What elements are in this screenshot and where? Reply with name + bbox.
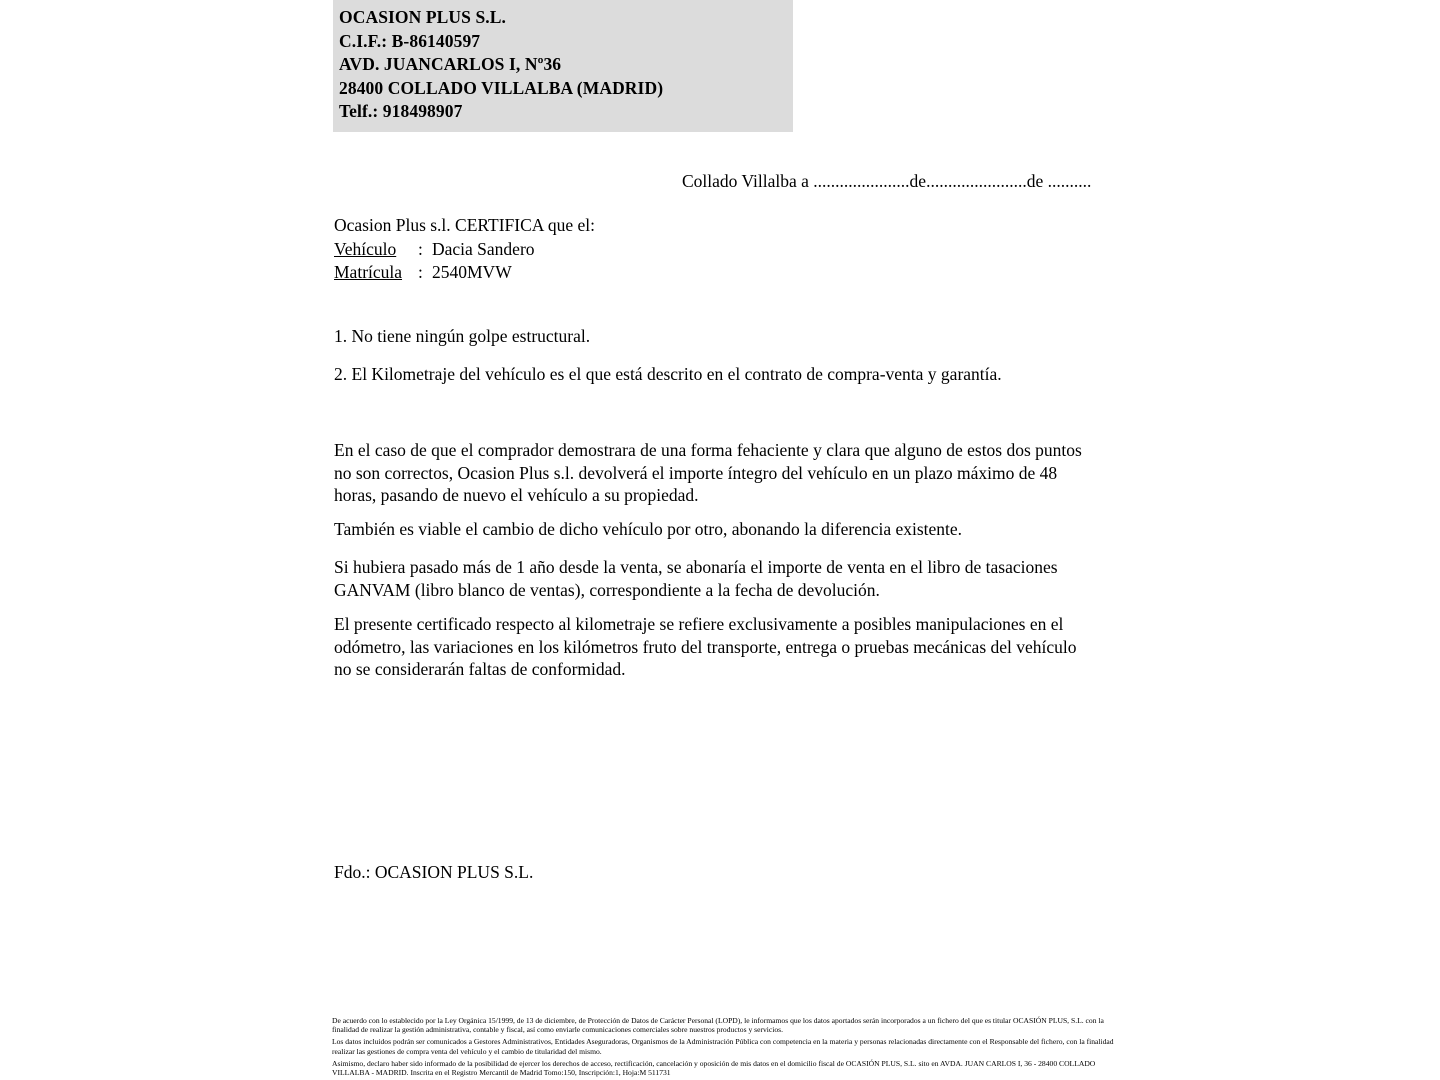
legal-paragraph-data-sharing: Los datos incluidos podrán ser comunicados a Gestores Administrativos, Entidades Aseguradoras, Organismos de la Administración Pública con competencia en la materia y personas relacionadas directamente con el Responsable del fichero, con la finalidad realizar las gestiones de compra venta del vehículo y el cambio de titularidad del mismo. [332,1037,1114,1056]
vehicle-separator: : [418,238,423,259]
signature-line: Fdo.: OCASION PLUS S.L. [334,862,534,882]
vehicle-label: Vehículo [334,238,397,259]
legal-paragraph-rights: Asimismo, declaro haber sido informado de la posibilidad de ejercer los derechos de acceso, rectificación, cancelación y oposición de mis datos en el domicilio fiscal de OCASIÓN PLUS, S.L. sito en AVDA. JUAN CARLOS I, 36 - 28400 COLLADO VILLALBA - MADRID. Inscrita en el Registro Mercantil de Madrid Tomo:150, Inscripción:1, Hoja:M 511731 [332,1058,1096,1078]
plate-separator: : [418,262,423,282]
plate-value: 2540MVW [432,262,512,282]
legal-paragraph-lopd: De acuerdo con lo establecido por la Ley Orgánica 15/1999, de 13 de diciembre, de Protección de Datos de Carácter Personal (LOPD), le informamos que los datos aportados serán incorporados a un fichero del que es titular OCASIÓN PLUS, S.L. con la finalidad de realizar la gestión administrativa, contable y fiscal, así como enviarle comunicaciones comerciales sobre nuestros productos y servicios. [332,1016,1104,1035]
point-mileage: 2. El Kilometraje del vehículo es el que está descrito en el contrato de compra-venta y garantía. [334,364,1002,384]
letterhead-block [333,0,793,132]
vehicle-row [334,238,595,262]
letterhead-city: 28400 COLLADO VILLALBA (MADRID) [339,77,664,98]
plate-row [334,261,595,285]
date-line: Collado Villalba a ......................de.......................de .......... [682,171,1092,191]
letterhead-company-name: OCASION PLUS S.L. [339,7,507,27]
certification-block [334,214,595,285]
point-structural-damage: 1. No tiene ningún golpe estructural. [334,326,591,346]
paragraph-odometer-scope: El presente certificado respecto al kilometraje se refiere exclusivamente a posibles manipulaciones en el odómetro, las variaciones en los kilómetros fruto del transporte, entrega o pruebas mecánicas del vehículo no se considerarán faltas de conformidad. [334,614,1077,679]
vehicle-value: Dacia Sandero [432,238,535,259]
letterhead-phone: Telf.: 918498907 [339,101,463,121]
letterhead-address: AVD. JUANCARLOS I, Nº36 [339,54,562,74]
plate-label: Matrícula [334,262,403,282]
paragraph-ganvam-valuation: Si hubiera pasado más de 1 año desde la venta, se abonaría el importe de venta en el libro de tasaciones GANVAM (libro blanco de ventas), correspondiente a la fecha de devolución. [334,557,1058,600]
paragraph-refund-terms: En el caso de que el comprador demostrara de una forma fehaciente y clara que alguno de estos dos puntos no son correctos, Ocasion Plus s.l. devolverá el importe íntegro del vehículo en un plazo máximo de 48 horas, pasando de nuevo el vehículo a su propiedad. [334,440,1082,505]
paragraph-vehicle-exchange: También es viable el cambio de dicho vehículo por otro, abonando la diferencia existente. [334,519,963,539]
letterhead-cif: C.I.F.: B-86140597 [339,30,481,51]
legal-footer [332,1016,1114,1077]
certification-intro: Ocasion Plus s.l. CERTIFICA que el: [334,215,595,235]
